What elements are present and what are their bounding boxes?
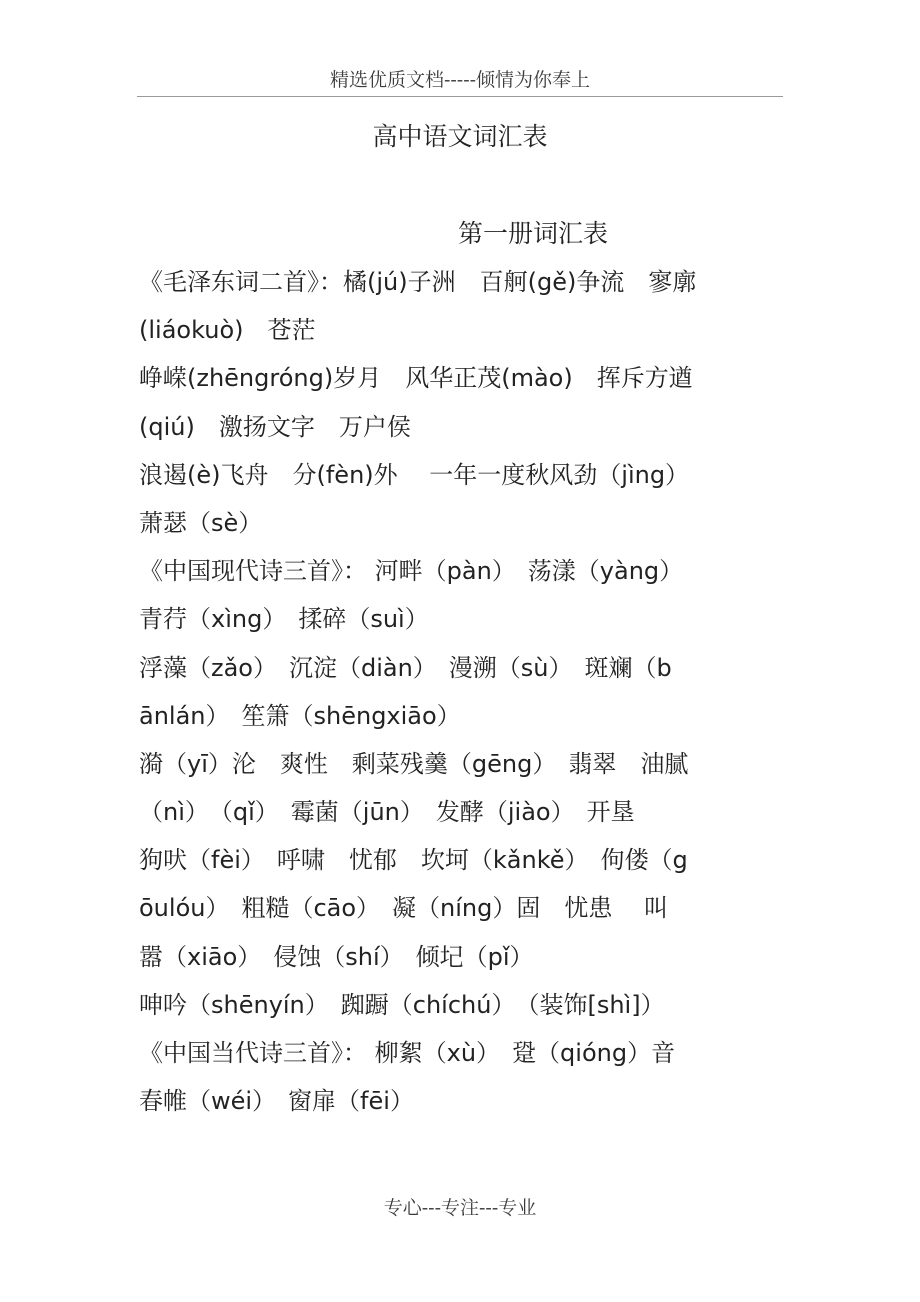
text-line: (liáokuò) 苍茫 (139, 316, 316, 345)
text-line: ōulóu） 粗糙（cāo） 凝（níng）固 忧患 叫 (139, 894, 668, 923)
text-line: 呻吟（shēnyín） 踟蹰（chíchú） （装饰[shì]） (139, 990, 665, 1019)
text-line: ānlán） 笙箫（shēngxiāo） (139, 701, 461, 730)
vocabulary-body (139, 258, 789, 1125)
text-line: 漪（yī）沦 爽性 剩菜残羹（gēng） 翡翠 油腻 (139, 749, 689, 778)
text-line: （nì） （qǐ） 霉菌（jūn） 发酵（jiào） 开垦 (139, 798, 635, 827)
text-line: 浮藻（zǎo） 沉淀（diàn） 漫溯（sù） 斑斓（b (139, 653, 672, 682)
page-header: 精选优质文档-----倾情为你奉上 (329, 69, 591, 91)
text-line: 浪遏(è)飞舟 分(fèn)外 一年一度秋风劲（jìng） (139, 460, 690, 489)
text-line: 《中国现代诗三首》： 河畔（pàn） 荡漾（yàng） (139, 557, 684, 586)
text-line: 峥嵘(zhēngróng)岁月 风华正茂(mào) 挥斥方遒 (139, 364, 693, 393)
section-title: 第一册词汇表 (458, 219, 609, 248)
text-line: 萧瑟（sè） (139, 508, 263, 537)
text-line: 《毛泽东词二首》：橘(jú)子洲 百舸(gě)争流 寥廓 (139, 268, 697, 296)
page-footer: 专心---专注---专业 (383, 1197, 537, 1219)
text-line: 嚣（xiāo） 侵蚀（shí） 倾圮（pǐ） (139, 942, 534, 971)
header-divider (137, 96, 783, 97)
text-line: 青荇（xìng） 揉碎（suì） (139, 605, 429, 634)
text-line: 春帷（wéi） 窗扉（fēi） (139, 1087, 414, 1116)
text-line: 狗吠（fèi） 呼啸 忧郁 坎坷（kǎnkě） 佝偻（g (139, 846, 688, 875)
document-title: 高中语文词汇表 (372, 122, 548, 151)
text-line: 《中国当代诗三首》： 柳絮（xù） 跫（qióng）音 (139, 1039, 676, 1067)
text-line: (qiú) 激扬文字 万户侯 (139, 412, 411, 441)
